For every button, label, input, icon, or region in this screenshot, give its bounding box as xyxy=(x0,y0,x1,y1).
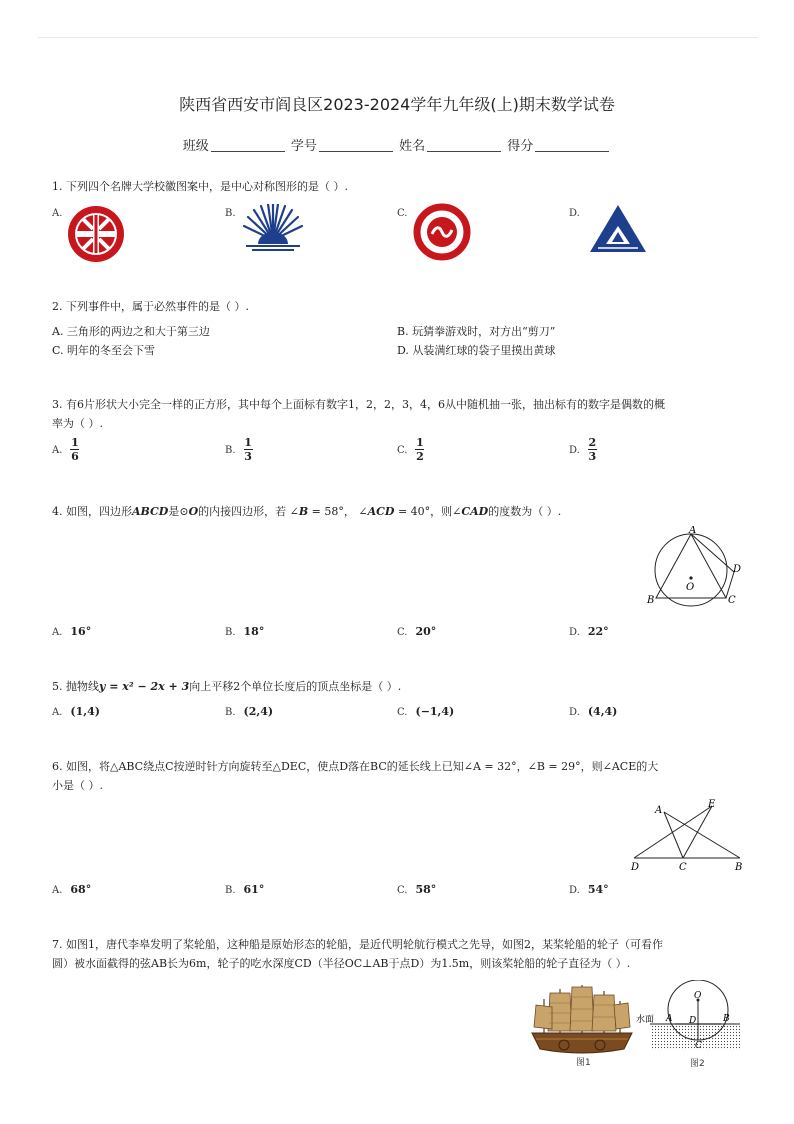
question-4-text: 4. 如图，四边形ABCD是⊙O的内接四边形，若 ∠B = 58°， ∠ACD = 40°，则∠CAD的度数为（ ）. xyxy=(52,505,562,518)
q6-option-a[interactable]: A. 68° xyxy=(52,883,92,896)
q6-triangle-figure xyxy=(628,798,748,874)
q4-option-b[interactable]: B. 18° xyxy=(225,625,265,638)
q6-label-b: B xyxy=(735,862,743,873)
emblem-c-icon xyxy=(413,203,471,261)
question-7-line-2: 圆）被水面截得的弦AB长为6m，轮子的吃水深度CD（半径OC⊥AB于点D）为1.5m，则该桨轮船的轮子直径为（ ）. xyxy=(52,957,631,970)
q2-option-c[interactable]: C. 明年的冬至会下雪 xyxy=(52,344,156,357)
q4-option-d[interactable]: D. 22° xyxy=(569,625,609,638)
q7-label-a: A xyxy=(666,1014,673,1024)
q6-label-e: E xyxy=(708,799,716,810)
question-3-line-2: 率为（ ）. xyxy=(52,417,103,430)
q6-label-c: C xyxy=(679,862,687,873)
q7-label-b: B xyxy=(723,1014,730,1024)
q1-option-c-label[interactable]: C. xyxy=(397,208,408,219)
student-no-field-blank[interactable] xyxy=(319,151,393,152)
emblem-d-icon xyxy=(588,204,648,254)
score-field-blank[interactable] xyxy=(535,151,609,152)
emblem-b-icon xyxy=(240,204,306,252)
paddle-ship-illustration xyxy=(530,983,634,1067)
q4-label-d: D xyxy=(733,564,742,575)
q7-wheel-figure xyxy=(636,980,742,1068)
q4-option-c[interactable]: C. 20° xyxy=(397,625,437,638)
q7-label-d: D xyxy=(689,1016,697,1026)
class-field-blank[interactable] xyxy=(211,151,285,152)
q1-option-d-label[interactable]: D. xyxy=(569,208,580,219)
name-field-label: 姓名 xyxy=(399,139,426,154)
q6-option-d[interactable]: D. 54° xyxy=(569,883,609,896)
question-1-text: 1. 下列四个名牌大学校徽图案中，是中心对称图形的是（ ）. xyxy=(52,180,348,193)
question-7-text xyxy=(52,935,742,973)
q6-option-c[interactable]: C. 58° xyxy=(397,883,437,896)
q4-circle-figure xyxy=(645,526,745,610)
header-divider xyxy=(38,37,758,38)
q4-label-a: A xyxy=(689,526,697,536)
figure-1-caption: 图1 xyxy=(576,1058,591,1067)
q2-option-d[interactable]: D. 从装满红球的袋子里摸出黄球 xyxy=(397,344,556,357)
q5-option-b[interactable]: B. (2,4) xyxy=(225,705,274,718)
q5-option-c[interactable]: C. (−1,4) xyxy=(397,705,455,718)
emblem-a-icon xyxy=(67,205,125,263)
student-no-field-label: 学号 xyxy=(290,139,317,154)
question-3-line-1: 3. 有6片形状大小完全一样的正方形，其中每个上面标有数字1，2，2，3，4，6从中随机抽一张，抽出标有的数字是偶数的概 xyxy=(52,398,665,411)
question-6-line-1: 6. 如图，将△ABC绕点C按逆时针方向旋转至△DEC，使点D落在BC的延长线上已知∠A = 32°，∠B = 29°，则∠ACE的大 xyxy=(52,760,659,773)
question-2-text: 2. 下列事件中，属于必然事件的是（ ）. xyxy=(52,300,249,313)
student-info-fields xyxy=(0,135,794,154)
q1-option-a-label[interactable]: A. xyxy=(52,208,63,219)
q7-label-c: C xyxy=(695,1041,702,1051)
q6-label-a: A xyxy=(655,805,663,816)
q3-option-c[interactable]: C. $\frac{1}{2}$ xyxy=(397,436,424,463)
q5-option-d[interactable]: D. (4,4) xyxy=(569,705,618,718)
q4-label-b: B xyxy=(647,595,655,606)
q7-water-label: 水面 xyxy=(636,1015,655,1025)
score-field-label: 得分 xyxy=(507,139,534,154)
q2-option-b[interactable]: B. 玩猜拳游戏时，对方出“剪刀” xyxy=(397,325,556,338)
question-7-line-1: 7. 如图1，唐代李皋发明了桨轮船，这种船是原始形态的轮船，是近代明轮航行模式之先导，如图2，某桨轮船的轮子（可看作 xyxy=(52,938,663,951)
q3-option-a[interactable]: A. $\frac{1}{6}$ xyxy=(52,436,79,463)
q3-option-d[interactable]: D. $\frac{2}{3}$ xyxy=(569,436,597,463)
q7-label-o: O xyxy=(694,991,702,1001)
q5-option-a[interactable]: A. (1,4) xyxy=(52,705,100,718)
page-title: 陕西省西安市阎良区2023-2024学年九年级(上)期末数学试卷 xyxy=(179,95,615,114)
q3-option-b[interactable]: B. $\frac{1}{3}$ xyxy=(225,436,252,463)
q6-option-b[interactable]: B. 61° xyxy=(225,883,265,896)
q4-label-c: C xyxy=(728,595,736,606)
question-3-text xyxy=(52,395,742,433)
question-6-text xyxy=(52,757,742,795)
q2-option-a[interactable]: A. 三角形的两边之和大于第三边 xyxy=(52,325,210,338)
q6-label-d: D xyxy=(631,862,640,873)
question-6-line-2: 小是（ ）. xyxy=(52,779,103,792)
figure-2-caption: 图2 xyxy=(690,1059,705,1068)
class-field-label: 班级 xyxy=(182,139,209,154)
question-5-text: 5. 抛物线y = x² − 2x + 3向上平移2个单位长度后的顶点坐标是（ ）. xyxy=(52,680,402,693)
q4-option-a[interactable]: A. 16° xyxy=(52,625,92,638)
q4-label-o: O xyxy=(686,582,695,593)
q1-option-b-label[interactable]: B. xyxy=(225,208,236,219)
name-field-blank[interactable] xyxy=(427,151,501,152)
